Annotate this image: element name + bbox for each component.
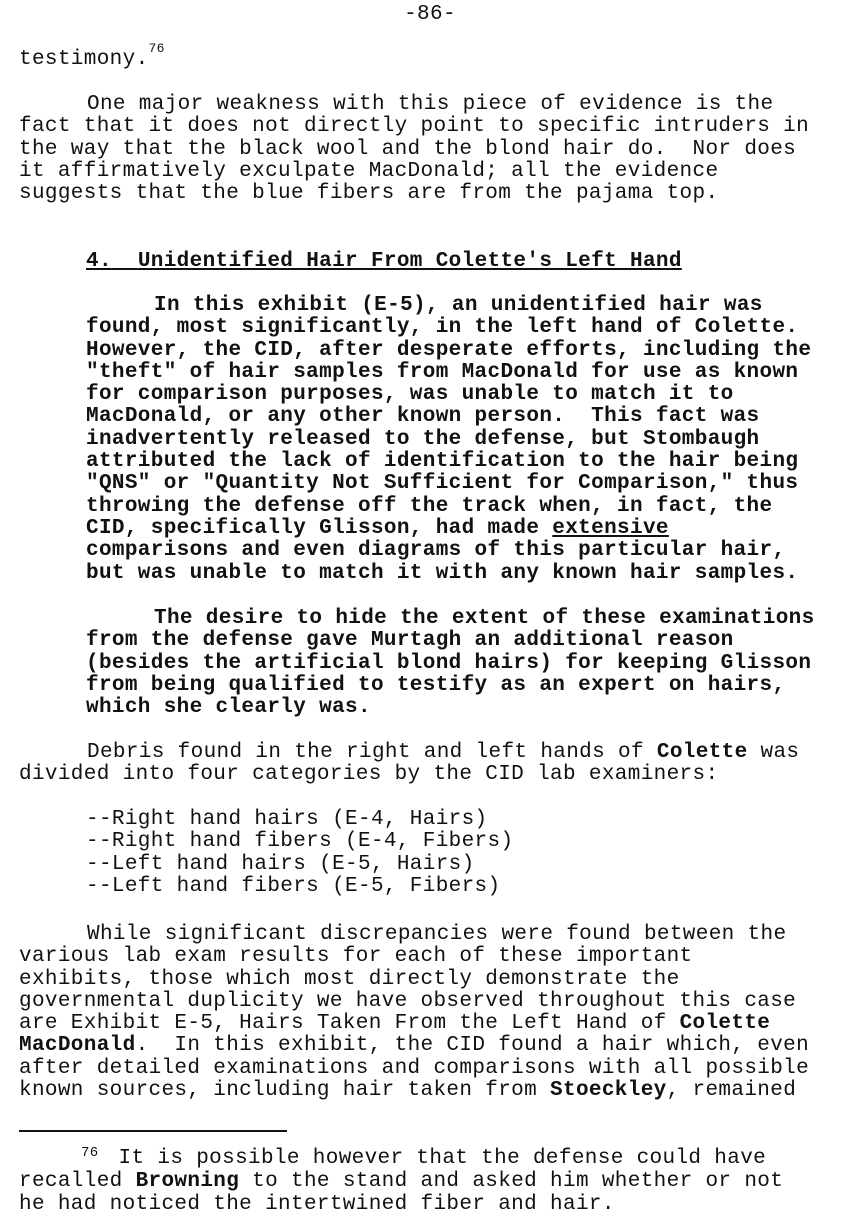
name-macdonald: MacDonald	[19, 1034, 136, 1058]
list-item: --Left hand hairs (E-5, Hairs)	[86, 852, 475, 876]
name-colette: Colette	[679, 1012, 771, 1036]
quote-line: "theft" of hair samples from MacDonald for use as known	[86, 360, 799, 384]
footnote	[19, 1145, 854, 1216]
paragraph-line: after detailed examinations and comparisons with all possible	[19, 1056, 810, 1080]
quote-line: comparisons and even diagrams of this particular hair,	[86, 539, 786, 563]
section-heading	[86, 251, 860, 273]
paragraph-text: testimony.	[19, 48, 149, 71]
category-list	[86, 809, 513, 898]
quote-line: CID, specifically Glisson, had made extensive	[86, 516, 669, 540]
paragraph-line: divided into four categories by the CID lab examiners:	[19, 763, 719, 787]
footnote-line: he had noticed the intertwined fiber and hair.	[19, 1192, 615, 1216]
quote-line: In this exhibit (E-5), an unidentified hair was	[154, 294, 763, 317]
paragraph-line: exhibits, those which most directly demonstrate the	[19, 967, 680, 991]
quote-line: The desire to hide the extent of these examinations	[154, 607, 815, 630]
paragraph-debris	[19, 742, 854, 787]
paragraph-line: MacDonald. In this exhibit, the CID found a hair which, even	[19, 1034, 810, 1058]
quote-line: found, most significantly, in the left hand of Colette.	[86, 316, 799, 340]
name-colette: Colette	[656, 741, 748, 764]
paragraph-weakness	[19, 94, 854, 205]
list-item: --Right hand hairs (E-4, Hairs)	[86, 808, 488, 831]
paragraph-line: governmental duplicity we have observed throughout this case	[19, 989, 797, 1013]
paragraph-line: the way that the black wool and the blond hair do. Nor does	[19, 137, 797, 161]
quote-line: inadvertently released to the defense, but Stombaugh	[86, 427, 760, 451]
footnote-divider	[19, 1130, 287, 1132]
quote-line: attributed the lack of identification to the hair being	[86, 450, 799, 474]
quote-line: from the defense gave Murtagh an additional reason	[86, 629, 734, 653]
paragraph-line: While significant discrepancies were found between the	[87, 923, 787, 946]
section-title: Unidentified Hair From Colette's Left Hand	[137, 250, 682, 273]
paragraph-line: suggests that the blue fibers are from the pajama top.	[19, 182, 719, 206]
paragraph-line: various lab exam results for each of these important	[19, 945, 693, 969]
page-number: -86-	[404, 3, 456, 26]
name-stoeckley: Stoeckley	[550, 1079, 667, 1103]
underlined-word: extensive	[552, 516, 669, 540]
paragraph-discrepancies	[19, 924, 854, 1102]
quote-line: (besides the artificial blond hairs) for keeping Glisson	[86, 651, 812, 675]
paragraph-line: fact that it does not directly point to specific intruders in	[19, 115, 810, 139]
paragraph-continuation	[19, 41, 854, 71]
name-browning: Browning	[135, 1170, 240, 1194]
footnote-line: $^{76}$ It is possible however that the defense could have	[81, 1145, 767, 1170]
paragraph-line: are Exhibit E-5, Hairs Taken From the Left Hand of Colette	[19, 1012, 771, 1036]
block-quote-exhibit	[86, 295, 854, 585]
quote-line: "QNS" or "Quantity Not Sufficient for Comparison," thus	[86, 472, 799, 496]
footnote-line: recalled Browning to the stand and asked him whether or not	[19, 1170, 784, 1194]
footnote-number: 76	[81, 1145, 99, 1161]
quote-line: from being qualified to testify as an expert on hairs,	[86, 673, 786, 697]
paragraph-line: Debris found in the right and left hands of Colette was	[87, 741, 800, 764]
paragraph-line: it affirmatively exculpate MacDonald; all the evidence	[19, 159, 719, 183]
quote-line: for comparison purposes, was unable to match it to	[86, 383, 734, 407]
quote-line: but was unable to match it with any known hair samples.	[86, 561, 799, 585]
list-item: --Right hand fibers (E-4, Fibers)	[86, 830, 514, 854]
quote-line: MacDonald, or any other known person. This fact was	[86, 405, 760, 429]
list-item: --Left hand fibers (E-5, Fibers)	[86, 874, 501, 898]
quote-line: which she clearly was.	[86, 696, 371, 720]
block-quote-murtagh	[86, 608, 854, 719]
quote-line: However, the CID, after desperate efforts, including the	[86, 338, 812, 362]
paragraph-line: One major weakness with this piece of evidence is the	[87, 93, 774, 116]
paragraph-line: known sources, including hair taken from Stoeckley, remained	[19, 1079, 797, 1103]
section-number: 4.	[86, 250, 112, 273]
quote-line: throwing the defense off the track when, in fact, the	[86, 494, 773, 518]
footnote-reference: 76	[148, 41, 165, 56]
